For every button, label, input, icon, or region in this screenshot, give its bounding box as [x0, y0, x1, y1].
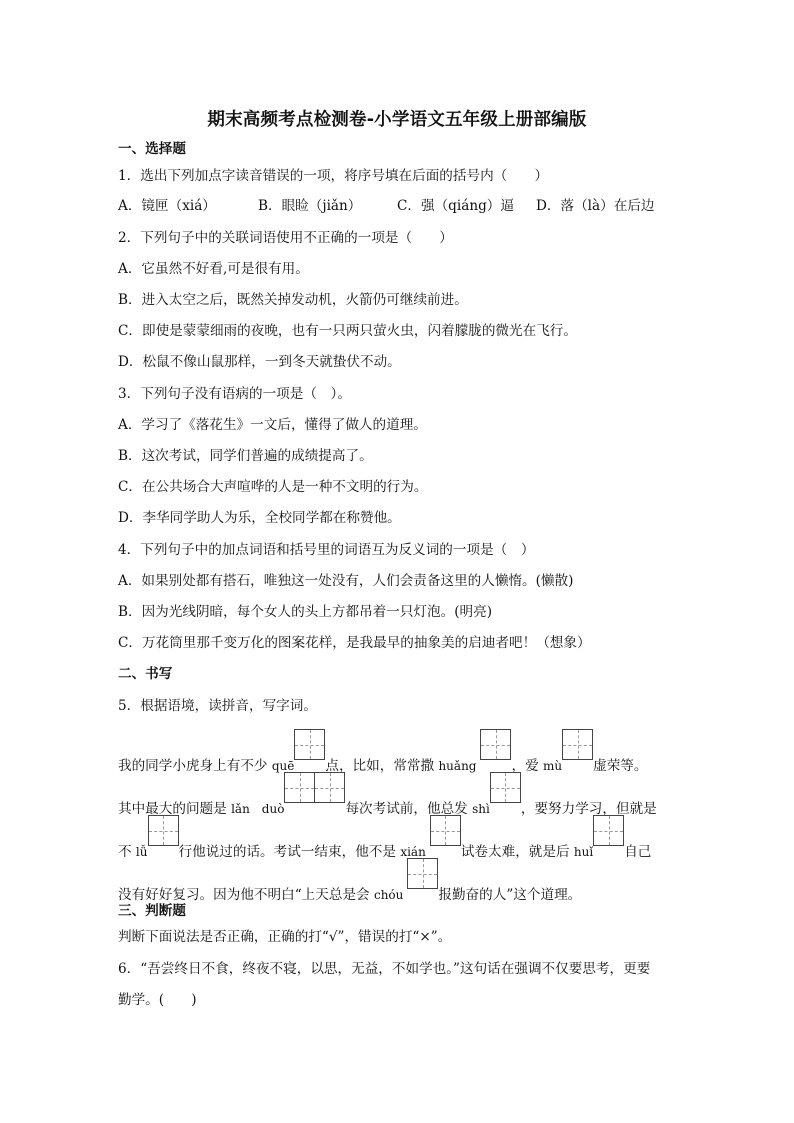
q6-line-1: 6．“吾尝终日不食，终夜不寝，以思，无益，不如学也。”这句话在强调不仅要思考，更要 — [118, 961, 651, 977]
q5-line-4: 没有好好复习。因为他不明白“上天总是会 chóu 报勤奋的人”这个道理。 — [118, 872, 581, 904]
q5-stem: 5．根据语境，读拼音，写字词。 — [118, 698, 317, 714]
q1-option-d: D．落（là）在后边 — [536, 198, 655, 214]
q5-line-3: 不 lǚ 行他说过的话。考试一结束，他不是 xián 试卷太难，就是后 huǐ 自己 — [118, 829, 651, 861]
pinyin-que: quē — [271, 759, 295, 773]
answer-grid-box[interactable] — [562, 729, 593, 760]
pinyin-landuo: lǎn duò — [231, 802, 285, 816]
judge-instruction: 判断下面说法是否正确，正确的打“√”，错误的打“×”。 — [118, 929, 452, 945]
q4-option-a: A．如果别处都有搭石，唯独这一处没有，人们会责备这里的人懒惰。(懒散) — [118, 573, 574, 589]
pinyin-hui: huǐ — [573, 845, 594, 859]
q3-option-b: B．这次考试，同学们普遍的成绩提高了。 — [118, 448, 373, 464]
answer-grid-box[interactable] — [148, 815, 179, 846]
q2-option-b: B．进入太空之后，既然关掉发动机，火箭仍可继续前进。 — [118, 292, 468, 308]
pinyin-xian: xián — [400, 845, 426, 859]
q4-option-b: B．因为光线阴暗，每个女人的头上方都吊着一只灯泡。(明亮) — [118, 604, 493, 620]
q3-option-d: D．李华同学助人为乐，全校同学都在称赞他。 — [118, 510, 401, 526]
q5-line-1: 我的同学小虎身上有不少 quē 点，比如，常常撒 huǎng ，爱 mù 虚荣等。 — [118, 743, 647, 775]
q1-option-b: B．眼睑（jiǎn） — [258, 198, 362, 214]
pinyin-lv: lǚ — [135, 845, 148, 859]
answer-grid-box[interactable] — [480, 729, 511, 760]
pinyin-shi: shì — [472, 802, 490, 816]
pinyin-mu: mù — [543, 759, 563, 773]
q4-stem: 4．下列句子中的加点词语和括号里的词语互为反义词的一项是（ ） — [118, 542, 535, 558]
q6-line-2: 勤学。( ) — [118, 992, 197, 1008]
answer-grid-box[interactable] — [430, 815, 461, 846]
answer-grid-box[interactable] — [407, 858, 438, 889]
section-judge-heading: 三、判断题 — [118, 903, 186, 919]
q1-option-a: A．镜匣（xiá） — [118, 198, 216, 214]
section-writing-heading: 二、书写 — [118, 666, 173, 682]
pinyin-chou: chóu — [373, 888, 404, 902]
q1-options — [118, 197, 678, 215]
answer-grid-box[interactable] — [294, 729, 325, 760]
answer-grid-box[interactable] — [490, 772, 521, 803]
q1-option-c: C．强（qiáng）逼 — [397, 198, 514, 214]
q4-option-c: C．万花筒里那千变万化的图案花样，是我最早的抽象美的启迪者吧！（想象） — [118, 635, 591, 651]
q2-option-d: D．松鼠不像山鼠那样，一到冬天就蛰伏不动。 — [118, 354, 401, 370]
q1-stem: 1．选出下列加点字读音错误的一项，将序号填在后面的括号内（ ） — [118, 168, 549, 184]
q3-stem: 3．下列句子没有语病的一项是（ ）。 — [118, 386, 351, 402]
answer-grid-box[interactable] — [314, 772, 345, 803]
page-title: 期末高频考点检测卷-小学语文五年级上册部编版 — [207, 110, 587, 130]
q5-line-2: 其中最大的问题是 lǎn duò 每次考试前，他总发 shì ，要努力学习，但就是 — [118, 786, 657, 818]
section-choice-heading: 一、选择题 — [118, 141, 186, 157]
q2-stem: 2．下列句子中的关联词语使用不正确的一项是（ ） — [118, 230, 453, 246]
pinyin-huang: huǎng — [438, 759, 477, 773]
q2-option-c: C．即使是蒙蒙细雨的夜晚，也有一只两只萤火虫，闪着朦胧的微光在飞行。 — [118, 323, 577, 339]
answer-grid-box[interactable] — [284, 772, 315, 803]
answer-grid-box[interactable] — [593, 815, 624, 846]
q3-option-c: C．在公共场合大声喧哗的人是一种不文明的行为。 — [118, 479, 428, 495]
q3-option-a: A．学习了《落花生》一文后，懂得了做人的道理。 — [118, 417, 427, 433]
q2-option-a: A．它虽然不好看,可是很有用。 — [118, 261, 309, 277]
